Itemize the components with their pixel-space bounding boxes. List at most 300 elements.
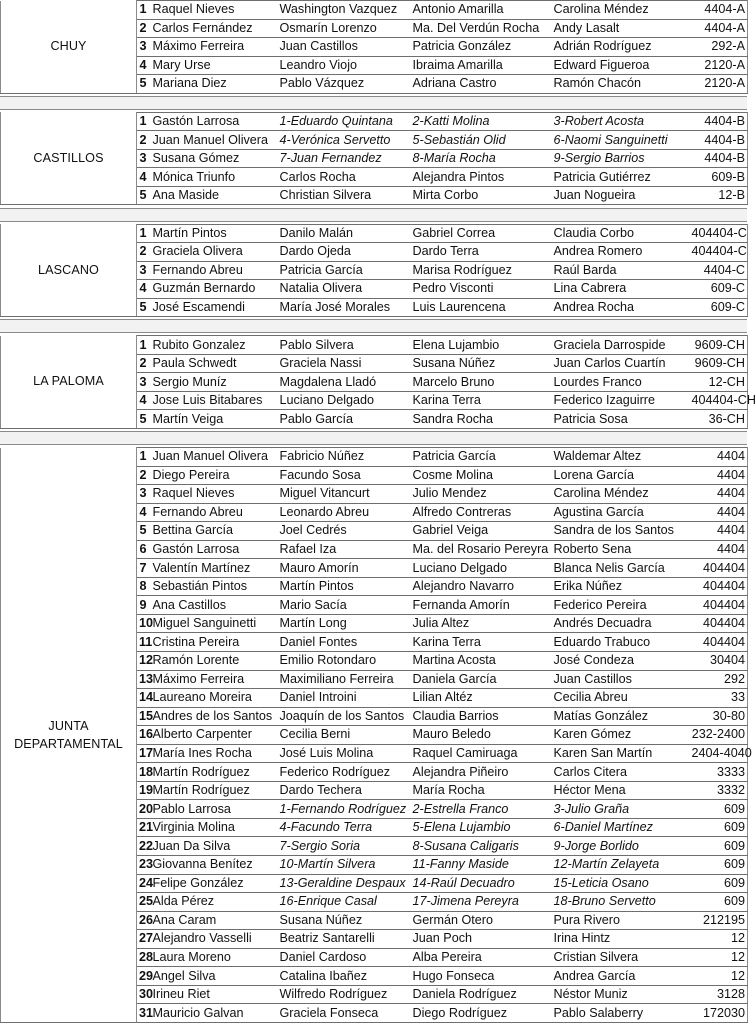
candidate-cell: Ana Caram <box>151 911 277 930</box>
substitute-cell-1: Leandro Viojo <box>277 56 411 75</box>
substitute-cell-3: Ramón Chacón <box>552 75 690 94</box>
candidate-cell: Rubito Gonzalez <box>151 336 277 355</box>
list-code: 4404-B <box>690 112 748 131</box>
candidate-cell: Juan Manuel Olivera <box>151 448 277 467</box>
list-code: 292-A <box>690 38 748 57</box>
substitute-cell-2: Alejandra Piñeiro <box>411 763 552 782</box>
substitute-cell-2: Daniela García <box>411 670 552 689</box>
row-number: 10 <box>137 614 151 633</box>
candidate-cell: Sergio Muníz <box>151 373 277 392</box>
candidate-cell: Alejandro Vasselli <box>151 930 277 949</box>
candidate-cell: Raquel Nieves <box>151 485 277 504</box>
substitute-cell-3: Héctor Mena <box>552 781 690 800</box>
substitute-cell-1: Pablo Vázquez <box>277 75 411 94</box>
row-number: 5 <box>137 298 151 317</box>
substitute-cell-2: 8-Susana Caligaris <box>411 837 552 856</box>
row-number: 2 <box>137 466 151 485</box>
list-code: 404404-C <box>690 243 748 262</box>
list-code: 3332 <box>690 781 748 800</box>
candidate-cell: Felipe González <box>151 874 277 893</box>
substitute-cell-2: Julio Mendez <box>411 485 552 504</box>
substitute-cell-3: Graciela Darrospide <box>552 336 690 355</box>
substitute-cell-3: Andrés Decuadra <box>552 614 690 633</box>
substitute-cell-2: 17-Jimena Pereyra <box>411 893 552 912</box>
candidate-cell: Martín Pintos <box>151 224 277 243</box>
row-number: 4 <box>137 503 151 522</box>
substitute-cell-1: Wilfredo Rodríguez <box>277 985 411 1004</box>
list-code: 4404 <box>690 485 748 504</box>
row-number: 4 <box>137 168 151 187</box>
substitute-cell-1: Mauro Amorín <box>277 559 411 578</box>
substitute-cell-2: Fernanda Amorín <box>411 596 552 615</box>
row-number: 17 <box>137 744 151 763</box>
row-number: 4 <box>137 56 151 75</box>
substitute-cell-1: Natalia Olivera <box>277 280 411 299</box>
candidate-cell: Diego Pereira <box>151 466 277 485</box>
substitute-cell-1: Graciela Nassi <box>277 354 411 373</box>
table-row <box>1 448 748 467</box>
group-name: CASTILLOS <box>1 112 137 205</box>
candidate-cell: Giovanna Benítez <box>151 856 277 875</box>
candidate-cell: Susana Gómez <box>151 149 277 168</box>
row-number: 2 <box>137 243 151 262</box>
row-number: 28 <box>137 948 151 967</box>
list-code: 4404-B <box>690 149 748 168</box>
substitute-cell-2: Adriana Castro <box>411 75 552 94</box>
candidate-cell: Andres de los Santos <box>151 707 277 726</box>
list-code: 4404-C <box>690 261 748 280</box>
candidate-cell: Graciela Olivera <box>151 243 277 262</box>
row-number: 2 <box>137 131 151 150</box>
substitute-cell-1: Carlos Rocha <box>277 168 411 187</box>
substitute-cell-1: José Luis Molina <box>277 744 411 763</box>
candidate-cell: Jose Luis Bitabares <box>151 391 277 410</box>
substitute-cell-1: Daniel Cardoso <box>277 948 411 967</box>
substitute-cell-1: Daniel Fontes <box>277 633 411 652</box>
substitute-cell-1: Joel Cedrés <box>277 522 411 541</box>
group-table <box>0 224 748 318</box>
substitute-cell-2: Raquel Camiruaga <box>411 744 552 763</box>
row-number: 31 <box>137 1004 151 1023</box>
substitute-cell-2: Ma. del Rosario Pereyra <box>411 540 552 559</box>
substitute-cell-2: 5-Elena Lujambio <box>411 818 552 837</box>
list-code: 609 <box>690 874 748 893</box>
substitute-cell-3: Federico Izaguirre <box>552 391 690 410</box>
substitute-cell-1: Juan Castillos <box>277 38 411 57</box>
group-separator <box>0 319 747 333</box>
substitute-cell-1: Martín Pintos <box>277 577 411 596</box>
substitute-cell-3: Lourdes Franco <box>552 373 690 392</box>
substitute-cell-2: Gabriel Veiga <box>411 522 552 541</box>
list-code: 4404-A <box>690 19 748 38</box>
candidate-cell: Gastón Larrosa <box>151 112 277 131</box>
list-code: 212195 <box>690 911 748 930</box>
substitute-cell-1: Leonardo Abreu <box>277 503 411 522</box>
substitute-cell-3: 18-Bruno Servetto <box>552 893 690 912</box>
substitute-cell-1: Magdalena Lladó <box>277 373 411 392</box>
list-code: 2120-A <box>690 56 748 75</box>
substitute-cell-2: 8-María Rocha <box>411 149 552 168</box>
list-code: 3333 <box>690 763 748 782</box>
substitute-cell-2: Mirta Corbo <box>411 186 552 205</box>
row-number: 11 <box>137 633 151 652</box>
candidate-cell: Mary Urse <box>151 56 277 75</box>
substitute-cell-1: 13-Geraldine Despaux <box>277 874 411 893</box>
candidate-cell: José Escamendi <box>151 298 277 317</box>
group-table <box>0 447 752 1023</box>
substitute-cell-1: Mario Sacía <box>277 596 411 615</box>
substitute-cell-1: 10-Martín Silvera <box>277 856 411 875</box>
row-number: 7 <box>137 559 151 578</box>
substitute-cell-2: Luis Laurencena <box>411 298 552 317</box>
group-name: LA PALOMA <box>1 336 137 429</box>
candidate-cell: Pablo Larrosa <box>151 800 277 819</box>
substitute-cell-1: Martín Long <box>277 614 411 633</box>
row-number: 1 <box>137 448 151 467</box>
row-number: 4 <box>137 280 151 299</box>
group-table <box>0 112 748 206</box>
candidate-cell: Virginia Molina <box>151 818 277 837</box>
substitute-cell-3: Sandra de los Santos <box>552 522 690 541</box>
substitute-cell-2: Alfredo Contreras <box>411 503 552 522</box>
row-number: 20 <box>137 800 151 819</box>
substitute-cell-3: Carlos Citera <box>552 763 690 782</box>
row-number: 19 <box>137 781 151 800</box>
row-number: 1 <box>137 1 151 20</box>
row-number: 1 <box>137 112 151 131</box>
list-code: 404404 <box>690 577 748 596</box>
candidate-cell: Alda Pérez <box>151 893 277 912</box>
substitute-cell-3: Lorena García <box>552 466 690 485</box>
row-number: 29 <box>137 967 151 986</box>
substitute-cell-2: Pedro Visconti <box>411 280 552 299</box>
candidate-cell: Ana Castillos <box>151 596 277 615</box>
candidate-cell: Fernando Abreu <box>151 261 277 280</box>
row-number: 1 <box>137 224 151 243</box>
list-code: 172030 <box>690 1004 748 1023</box>
substitute-cell-1: Miguel Vitancurt <box>277 485 411 504</box>
candidate-cell: Mariana Diez <box>151 75 277 94</box>
substitute-cell-1: Danilo Malán <box>277 224 411 243</box>
list-code: 232-2400 <box>690 726 748 745</box>
substitute-cell-1: Dardo Techera <box>277 781 411 800</box>
row-number: 2 <box>137 354 151 373</box>
group-table <box>0 335 756 429</box>
table-row <box>1 112 748 131</box>
substitute-cell-2: Marisa Rodríguez <box>411 261 552 280</box>
substitute-cell-1: Pablo García <box>277 410 411 429</box>
substitute-cell-3: Waldemar Altez <box>552 448 690 467</box>
substitute-cell-2: Alejandro Navarro <box>411 577 552 596</box>
substitute-cell-1: 16-Enrique Casal <box>277 893 411 912</box>
row-number: 3 <box>137 149 151 168</box>
group-name: CHUY <box>1 1 137 94</box>
substitute-cell-1: 1-Fernando Rodríguez <box>277 800 411 819</box>
substitute-cell-2: Patricia González <box>411 38 552 57</box>
substitute-cell-3: Néstor Muniz <box>552 985 690 1004</box>
substitute-cell-2: 2-Katti Molina <box>411 112 552 131</box>
substitute-cell-1: Rafael Iza <box>277 540 411 559</box>
substitute-cell-3: Erika Núñez <box>552 577 690 596</box>
substitute-cell-2: Claudia Barrios <box>411 707 552 726</box>
substitute-cell-2: Alba Pereira <box>411 948 552 967</box>
substitute-cell-1: Maximiliano Ferreira <box>277 670 411 689</box>
candidate-cell: Mauricio Galvan <box>151 1004 277 1023</box>
list-code: 36-CH <box>690 410 748 429</box>
substitute-cell-3: Juan Nogueira <box>552 186 690 205</box>
list-code: 30404 <box>690 652 748 671</box>
group-name: LASCANO <box>1 224 137 317</box>
substitute-cell-3: Federico Pereira <box>552 596 690 615</box>
candidate-cell: María Ines Rocha <box>151 744 277 763</box>
candidate-cell: Martín Rodríguez <box>151 781 277 800</box>
row-number: 25 <box>137 893 151 912</box>
substitute-cell-2: Ibraima Amarilla <box>411 56 552 75</box>
row-number: 8 <box>137 577 151 596</box>
row-number: 3 <box>137 261 151 280</box>
list-code: 30-80 <box>690 707 748 726</box>
substitute-cell-3: Patricia Gutiérrez <box>552 168 690 187</box>
substitute-cell-3: Juan Castillos <box>552 670 690 689</box>
candidate-cell: Paula Schwedt <box>151 354 277 373</box>
row-number: 3 <box>137 373 151 392</box>
substitute-cell-2: María Rocha <box>411 781 552 800</box>
candidate-cell: Miguel Sanguinetti <box>151 614 277 633</box>
substitute-cell-2: Gabriel Correa <box>411 224 552 243</box>
substitute-cell-1: 4-Verónica Servetto <box>277 131 411 150</box>
substitute-cell-2: Karina Terra <box>411 633 552 652</box>
substitute-cell-3: 9-Sergio Barrios <box>552 149 690 168</box>
substitute-cell-3: Carolina Méndez <box>552 485 690 504</box>
row-number: 30 <box>137 985 151 1004</box>
row-number: 4 <box>137 391 151 410</box>
list-code: 4404 <box>690 448 748 467</box>
substitute-cell-2: Elena Lujambio <box>411 336 552 355</box>
candidate-cell: Martín Rodríguez <box>151 763 277 782</box>
substitute-cell-3: Claudia Corbo <box>552 224 690 243</box>
substitute-cell-2: 14-Raúl Decuadro <box>411 874 552 893</box>
list-code: 609-C <box>690 298 748 317</box>
substitute-cell-3: Adrián Rodríguez <box>552 38 690 57</box>
row-number: 3 <box>137 38 151 57</box>
list-code: 404404-CH <box>690 391 748 410</box>
row-number: 5 <box>137 75 151 94</box>
candidate-cell: Raquel Nieves <box>151 1 277 20</box>
substitute-cell-3: Pablo Salaberry <box>552 1004 690 1023</box>
substitute-cell-3: Pura Rivero <box>552 911 690 930</box>
candidate-cell: Guzmán Bernardo <box>151 280 277 299</box>
substitute-cell-1: Graciela Fonseca <box>277 1004 411 1023</box>
substitute-cell-1: 1-Eduardo Quintana <box>277 112 411 131</box>
substitute-cell-3: 12-Martín Zelayeta <box>552 856 690 875</box>
list-code: 4404 <box>690 503 748 522</box>
list-code: 12-CH <box>690 373 748 392</box>
list-code: 12 <box>690 930 748 949</box>
list-code: 2404-4040 <box>690 744 748 763</box>
substitute-cell-3: 9-Jorge Borlido <box>552 837 690 856</box>
substitute-cell-2: Lilian Altéz <box>411 689 552 708</box>
substitute-cell-3: Eduardo Trabuco <box>552 633 690 652</box>
substitute-cell-2: 2-Estrella Franco <box>411 800 552 819</box>
list-code: 404404-C <box>690 224 748 243</box>
group-separator <box>0 431 747 445</box>
row-number: 16 <box>137 726 151 745</box>
row-number: 27 <box>137 930 151 949</box>
list-code: 4404-A <box>690 1 748 20</box>
list-code: 12-B <box>690 186 748 205</box>
substitute-cell-2: Patricia García <box>411 448 552 467</box>
candidate-cell: Máximo Ferreira <box>151 670 277 689</box>
substitute-cell-2: Alejandra Pintos <box>411 168 552 187</box>
substitute-cell-1: Osmarín Lorenzo <box>277 19 411 38</box>
table-row <box>1 336 748 355</box>
row-number: 1 <box>137 336 151 355</box>
substitute-cell-3: 3-Robert Acosta <box>552 112 690 131</box>
list-code: 12 <box>690 967 748 986</box>
list-code: 4404-B <box>690 131 748 150</box>
candidate-cell: Juan Manuel Olivera <box>151 131 277 150</box>
list-code: 4404 <box>690 466 748 485</box>
candidate-cell: Fernando Abreu <box>151 503 277 522</box>
row-number: 15 <box>137 707 151 726</box>
list-code: 609 <box>690 856 748 875</box>
substitute-cell-1: Emilio Rotondaro <box>277 652 411 671</box>
row-number: 18 <box>137 763 151 782</box>
row-number: 14 <box>137 689 151 708</box>
group-separator <box>0 96 747 110</box>
list-code: 609 <box>690 800 748 819</box>
substitute-cell-2: Germán Otero <box>411 911 552 930</box>
candidate-cell: Laureano Moreira <box>151 689 277 708</box>
list-code: 9609-CH <box>690 354 748 373</box>
substitute-cell-3: Agustina García <box>552 503 690 522</box>
row-number: 9 <box>137 596 151 615</box>
substitute-cell-3: Andrea Romero <box>552 243 690 262</box>
substitute-cell-1: 7-Juan Fernandez <box>277 149 411 168</box>
substitute-cell-3: Edward Figueroa <box>552 56 690 75</box>
substitute-cell-3: 15-Leticia Osano <box>552 874 690 893</box>
substitute-cell-2: Antonio Amarilla <box>411 1 552 20</box>
candidate-cell: Valentín Martínez <box>151 559 277 578</box>
substitute-cell-1: Dardo Ojeda <box>277 243 411 262</box>
list-code: 404404 <box>690 614 748 633</box>
list-code: 609-C <box>690 280 748 299</box>
substitute-cell-3: 6-Naomi Sanguinetti <box>552 131 690 150</box>
list-code: 2120-A <box>690 75 748 94</box>
substitute-cell-1: 4-Facundo Terra <box>277 818 411 837</box>
substitute-cell-1: Fabricio Núñez <box>277 448 411 467</box>
substitute-cell-3: Cecilia Abreu <box>552 689 690 708</box>
row-number: 13 <box>137 670 151 689</box>
substitute-cell-2: Luciano Delgado <box>411 559 552 578</box>
substitute-cell-3: Raúl Barda <box>552 261 690 280</box>
substitute-cell-2: Ma. Del Verdún Rocha <box>411 19 552 38</box>
candidate-cell: Laura Moreno <box>151 948 277 967</box>
substitute-cell-1: Beatriz Santarelli <box>277 930 411 949</box>
substitute-cell-3: Lina Cabrera <box>552 280 690 299</box>
table-row <box>1 1 748 20</box>
list-code: 9609-CH <box>690 336 748 355</box>
candidate-cell: Cristina Pereira <box>151 633 277 652</box>
substitute-cell-2: Diego Rodríguez <box>411 1004 552 1023</box>
list-code: 292 <box>690 670 748 689</box>
substitute-cell-2: Juan Poch <box>411 930 552 949</box>
substitute-cell-2: Mauro Beledo <box>411 726 552 745</box>
substitute-cell-2: Cosme Molina <box>411 466 552 485</box>
row-number: 5 <box>137 186 151 205</box>
row-number: 3 <box>137 485 151 504</box>
group-name: JUNTA DEPARTAMENTAL <box>1 448 137 1023</box>
row-number: 22 <box>137 837 151 856</box>
row-number: 5 <box>137 522 151 541</box>
list-code: 404404 <box>690 633 748 652</box>
substitute-cell-1: Patricia García <box>277 261 411 280</box>
substitute-cell-3: José Condeza <box>552 652 690 671</box>
substitute-cell-2: Julia Altez <box>411 614 552 633</box>
substitute-cell-2: Susana Núñez <box>411 354 552 373</box>
substitute-cell-3: 3-Julio Graña <box>552 800 690 819</box>
row-number: 24 <box>137 874 151 893</box>
substitute-cell-2: 11-Fanny Maside <box>411 856 552 875</box>
list-code: 33 <box>690 689 748 708</box>
candidate-cell: Carlos Fernández <box>151 19 277 38</box>
row-number: 23 <box>137 856 151 875</box>
candidate-cell: Angel Silva <box>151 967 277 986</box>
list-code: 609-B <box>690 168 748 187</box>
list-code: 4404 <box>690 540 748 559</box>
substitute-cell-3: Cristian Silvera <box>552 948 690 967</box>
candidate-cell: Sebastián Pintos <box>151 577 277 596</box>
substitute-cell-3: Karen Gómez <box>552 726 690 745</box>
substitute-cell-3: Andy Lasalt <box>552 19 690 38</box>
substitute-cell-1: Washington Vazquez <box>277 1 411 20</box>
row-number: 12 <box>137 652 151 671</box>
substitute-cell-1: Christian Silvera <box>277 186 411 205</box>
row-number: 5 <box>137 410 151 429</box>
substitute-cell-3: Matías González <box>552 707 690 726</box>
substitute-cell-1: Facundo Sosa <box>277 466 411 485</box>
substitute-cell-2: 5-Sebastián Olid <box>411 131 552 150</box>
candidate-cell: Máximo Ferreira <box>151 38 277 57</box>
list-code: 4404 <box>690 522 748 541</box>
row-number: 6 <box>137 540 151 559</box>
substitute-cell-3: Andrea García <box>552 967 690 986</box>
substitute-cell-3: 6-Daniel Martínez <box>552 818 690 837</box>
candidate-cell: Mónica Triunfo <box>151 168 277 187</box>
substitute-cell-2: Karina Terra <box>411 391 552 410</box>
substitute-cell-1: Luciano Delgado <box>277 391 411 410</box>
substitute-cell-3: Irina Hintz <box>552 930 690 949</box>
row-number: 2 <box>137 19 151 38</box>
substitute-cell-1: Cecilia Berni <box>277 726 411 745</box>
list-code: 12 <box>690 948 748 967</box>
substitute-cell-3: Blanca Nelis García <box>552 559 690 578</box>
candidate-cell: Ana Maside <box>151 186 277 205</box>
row-number: 26 <box>137 911 151 930</box>
substitute-cell-2: Dardo Terra <box>411 243 552 262</box>
substitute-cell-2: Martina Acosta <box>411 652 552 671</box>
substitute-cell-3: Roberto Sena <box>552 540 690 559</box>
substitute-cell-3: Andrea Rocha <box>552 298 690 317</box>
substitute-cell-3: Juan Carlos Cuartín <box>552 354 690 373</box>
substitute-cell-1: Susana Núñez <box>277 911 411 930</box>
substitute-cell-1: Daniel Introini <box>277 689 411 708</box>
substitute-cell-3: Patricia Sosa <box>552 410 690 429</box>
substitute-cell-1: Joaquín de los Santos <box>277 707 411 726</box>
substitute-cell-2: Sandra Rocha <box>411 410 552 429</box>
table-row <box>1 224 748 243</box>
substitute-cell-2: Hugo Fonseca <box>411 967 552 986</box>
